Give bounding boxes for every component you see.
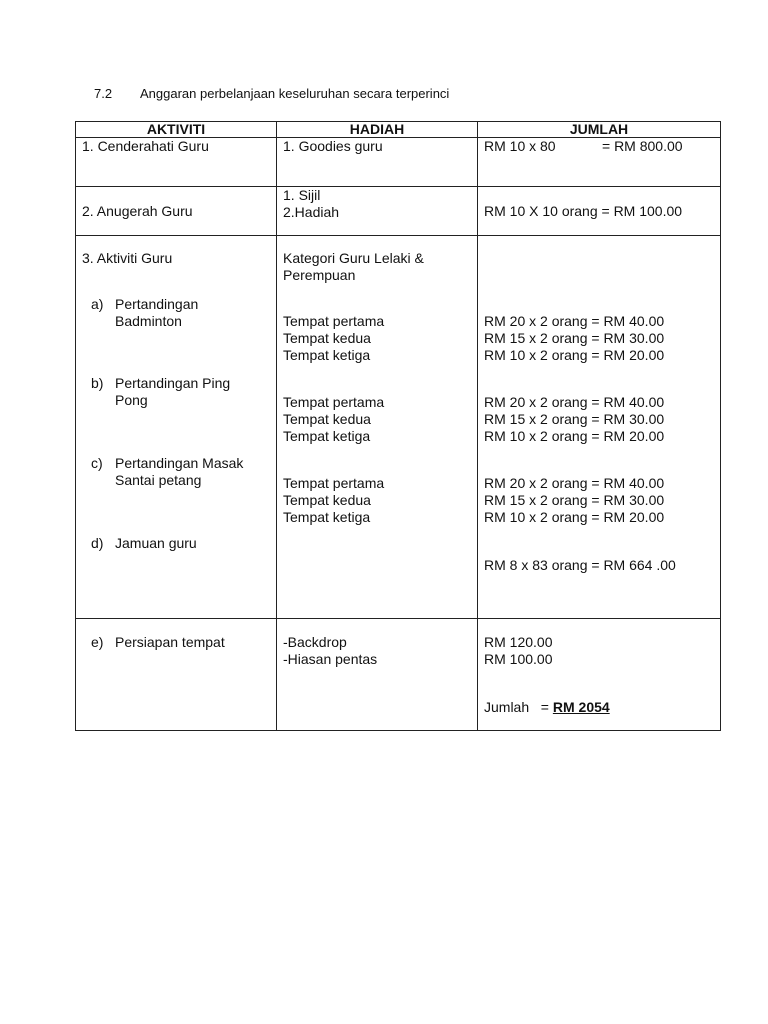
cell-aktiviti: 1. Cenderahati Guru (76, 138, 277, 187)
total-value: RM 2054 (552, 699, 610, 715)
jumlah-calc: RM 10 x 80 (484, 138, 556, 154)
cell-hadiah: 1. Sijil 2.Hadiah (277, 187, 478, 236)
header-jumlah: JUMLAH (478, 122, 721, 138)
header-hadiah: HADIAH (277, 122, 478, 138)
budget-table (75, 121, 721, 731)
table-row (76, 187, 721, 236)
subitem-d: d) Jamuan guru (91, 535, 197, 551)
header-aktiviti: AKTIVITI (76, 122, 277, 138)
table-row (76, 236, 721, 619)
table-row (76, 138, 721, 187)
subitem-b: b) Pertandingan Ping Pong (91, 375, 231, 408)
jumlah-result: = RM 800.00 (602, 138, 683, 154)
section-heading (94, 86, 449, 101)
cell-jumlah: RM 120.00 RM 100.00 Jumlah = RM 2054 (478, 619, 721, 731)
total-line (484, 699, 714, 716)
section-number: 7.2 (94, 86, 113, 101)
cell-aktiviti: 2. Anugerah Guru (76, 187, 277, 236)
section-title: Anggaran perbelanjaan keseluruhan secara terperinci (140, 86, 450, 101)
cell-hadiah: Kategori Guru Lelaki & Perempuan Tempat pertama Tempat kedua Tempat ketiga Tempat pertama Tempat kedua Tempat ketiga Tempat pertama Tempat kedua Tempat ketiga (277, 236, 478, 619)
cell-jumlah (478, 138, 721, 187)
total-label: Jumlah = (484, 699, 549, 715)
table-row (76, 619, 721, 731)
cell-aktiviti (76, 619, 277, 731)
subitem-a: a) Pertandingan Badminton (91, 296, 199, 329)
cell-hadiah: -Backdrop -Hiasan pentas (277, 619, 478, 731)
cell-hadiah: 1. Goodies guru (277, 138, 478, 187)
subitem-c: c) Pertandingan Masak Santai petang (91, 455, 244, 488)
subitem-e: e) Persiapan tempat (91, 634, 225, 650)
table-header-row (76, 122, 721, 138)
cell-aktiviti: 3. Aktiviti Guru a) Pertandingan Badminton b) Pertandingan Ping Pong c) Pertandingan Masak Santai petang d) Jamuan guru (76, 236, 277, 619)
cell-jumlah: RM 10 X 10 orang = RM 100.00 (478, 187, 721, 236)
cell-jumlah: RM 20 x 2 orang = RM 40.00 RM 15 x 2 orang = RM 30.00 RM 10 x 2 orang = RM 20.00 RM 20 x 2 orang = RM 40.00 RM 15 x 2 orang = RM 30.00 RM 10 x 2 orang = RM 20.00 RM 20 x 2 orang = RM 40.00 RM 15 x 2 orang = RM 30.00 RM 10 x 2 orang = RM 20.00 RM 8 x 83 orang = RM 664 .00 (478, 236, 721, 619)
